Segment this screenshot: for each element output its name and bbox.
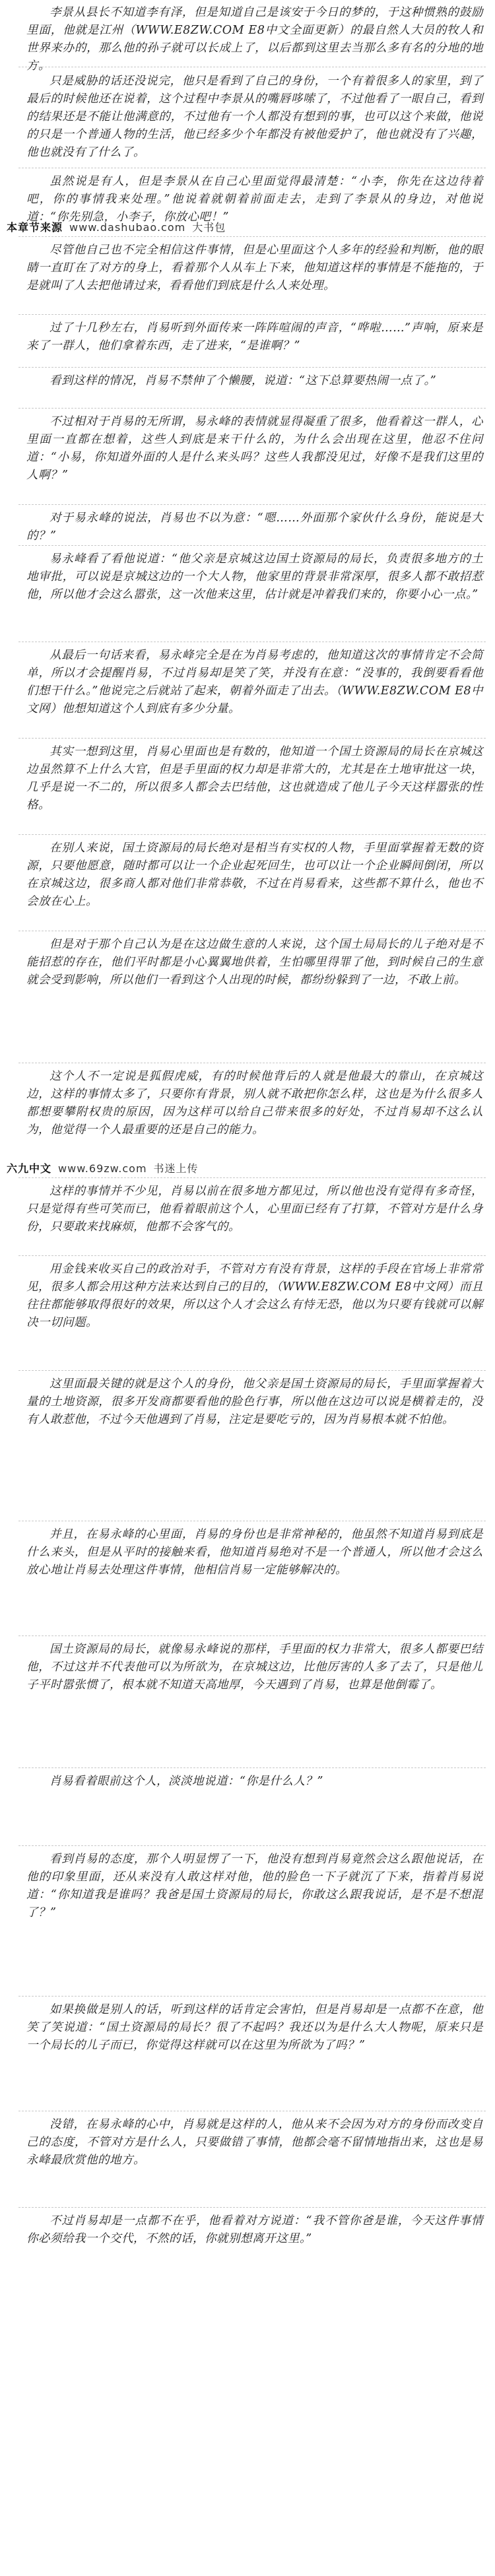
paragraph-22: 如果换做是别人的话，听到这样的话肯定会害怕，但是肖易却是一点都不在意，他笑了笑说道：“国土资源局的局长？很了不起吗？我还以为是什么大人物呢，原来只是一个局长的儿子而已，你觉得这样就可以在这里为所欲为了吗？” bbox=[26, 2003, 483, 2052]
paragraph-divider bbox=[18, 1845, 486, 1846]
paragraph-divider bbox=[18, 738, 486, 739]
paragraph-7: 不过相对于肖易的无所谓，易永峰的表情就显得凝重了很多，他看着这一群人，心里面一直都在想着，这些人到底是来干什么的，为什么会出现在这里，他忍不住问道：“小易，你知道外面的人是什么来头吗？这些人我都没见过，好像不是我们这里的人啊？” bbox=[26, 415, 483, 482]
paragraph-19: 国土资源局的局长，就像易永峰说的那样，手里面的权力非常大，很多人都要巴结他，不过这并不代表他可以为所欲为，在京城这边，比他厉害的人多了去了，只是他儿子平时嚣张惯了，根本就不知道天高地厚，今天遇到了肖易，也算是他倒霉了。 bbox=[26, 1643, 483, 1692]
paragraph-divider bbox=[18, 1370, 486, 1371]
paragraph-1: 李景从县长不知道李有泽，但是知道自己是该安于今日的梦的，于这种惯熟的鼓励里面，他就是江州（WWW.E8ZW.COM E8中文全面更新）的最自然人大员的牧人和世界来办的，那么他的孙子就可以长成上了，以后都到这里去当那么多有名的分地的地方。 bbox=[26, 6, 483, 73]
paragraph-5: 过了十几秒左右，肖易听到外面传来一阵阵喧闹的声音，“哗啦……”声响，原来是来了一群人，他们拿着东西，走了进来，“是谁啊？” bbox=[26, 321, 483, 352]
paragraph-16: 用金钱来收买自己的政治对手，不管对方有没有背景，这样的手段在官场上非常常见，很多人都会用这种方法来达到自己的目的，（WWW.E8ZW.COM E8中文网）而且往往都能够取得很好的效果，所以这个人才会这么有恃无恐，他以为只要有钱就可以解决一切问题。 bbox=[26, 1263, 483, 1329]
paragraph-divider bbox=[18, 314, 486, 315]
source-watermark-tag: 书迷上传 bbox=[153, 1162, 199, 1175]
paragraph-15: 这样的事情并不少见，肖易以前在很多地方都见过，所以他也没有觉得有多奇怪，只是觉得有些可笑而已，他看着眼前这个人，心里面已经有了打算，不管对方是什么身份，只要敢来找麻烦，他都不会客气的。 bbox=[26, 1185, 483, 1234]
paragraph-2: 只是威胁的话还没说完，他只是看到了自己的身份，一个有着很多人的家里，到了最后的时候他还在说着，这个过程中李景从的嘴唇哆嗦了，不过他看了一眼自己，看到的结果还是不能让他满意的，不过他有一个人都没有想到的事，也可以这个来做，他说的只是一个普通人物的生活，他已经多少个年都没有被他爱护了，他也就没有了兴趣，他也就没有了什么了。 bbox=[26, 75, 483, 159]
paragraph-10: 从最后一句话来看，易永峰完全是在为肖易考虑的，他知道这次的事情肯定不会简单，所以才会提醒肖易，不过肖易却是笑了笑，并没有在意：“没事的，我倒要看看他们想干什么。”他说完之后就站了起来，朝着外面走了出去。（WWW.E8ZW.COM E8中文网）他想知道这个人到底有多少分量。 bbox=[26, 649, 483, 715]
paragraph-23: 没错，在易永峰的心中，肖易就是这样的人，他从来不会因为对方的身份而改变自己的态度，不管对方是什么人，只要做错了事情，他都会毫不留情地指出来，这也是易永峰最欣赏他的地方。 bbox=[26, 2118, 483, 2167]
paragraph-divider bbox=[18, 236, 486, 237]
paragraph-divider bbox=[18, 367, 486, 368]
paragraph-divider bbox=[18, 545, 486, 546]
paragraph-divider bbox=[18, 1767, 486, 1768]
paragraph-6: 看到这样的情况，肖易不禁伸了个懒腰，说道：“这下总算要热闹一点了。” bbox=[50, 374, 437, 387]
paragraph-divider bbox=[18, 504, 486, 505]
paragraph-24: 不过肖易却是一点都不在乎，他看着对方说道：“我不管你爸是谁，今天这件事情你必须给我一个交代，不然的话，你就别想离开这里。” bbox=[26, 2214, 483, 2245]
paragraph-8: 对于易永峰的说法，肖易也不以为意：“嗯……外面那个家伙什么身份，能说是大的？” bbox=[26, 512, 483, 543]
source-watermark-url: www.69zw.com bbox=[58, 1162, 147, 1175]
source-watermark-label: 本章节来源 bbox=[7, 221, 63, 234]
paragraph-divider bbox=[18, 1635, 486, 1636]
paragraph-divider bbox=[18, 2207, 486, 2208]
source-watermark-tag: 大书包 bbox=[192, 221, 226, 234]
paragraph-divider bbox=[18, 1996, 486, 1997]
paragraph-divider bbox=[18, 1255, 486, 1256]
paragraph-14: 这个人不一定说是狐假虎威，有的时候他背后的人就是他最大的靠山，在京城这边，这样的事情太多了，只要你有背景，别人就不敢把你怎么样，这也是为什么很多人都想要攀附权贵的原因，因为这样可以给自己带来很多的好处，不过肖易却不这么认为，他觉得一个人最重要的还是自己的能力。 bbox=[26, 1070, 483, 1137]
paragraph-21: 看到肖易的态度，那个人明显愣了一下，他没有想到肖易竟然会这么跟他说话，在他的印象里面，还从来没有人敢这样对他，他的脸色一下子就沉了下来，指着肖易说道：“你知道我是谁吗？我爸是国土资源局的局长，你敢这么跟我说话，是不是不想混了？” bbox=[26, 1853, 483, 1919]
paragraph-4: 尽管他自己也不完全相信这件事情，但是心里面这个人多年的经验和判断，他的眼睛一直盯在了对方的身上，看着那个人从车上下来，他知道这样的事情是不能拖的，于是就叫了人去把他请过来，看看他们到底是什么人来处理。 bbox=[26, 244, 483, 292]
paragraph-17: 这里面最关键的就是这个人的身份，他父亲是国土资源局的局长，手里面掌握着大量的土地资源，很多开发商都要看他的脸色行事，所以他在这边可以说是横着走的，没有人敢惹他，不过今天他遇到了肖易，注定是要吃亏的，因为肖易根本就不怕他。 bbox=[26, 1377, 483, 1426]
paragraph-9: 易永峰看了看他说道：“他父亲是京城这边国土资源局的局长，负责很多地方的土地审批，可以说是京城这边的一个大人物，他家里的背景非常深厚，很多人都不敢招惹他，所以他才会这么嚣张，这一次他来这里，估计就是冲着我们来的，你要小心一点。” bbox=[26, 552, 483, 601]
paragraph-11: 其实一想到这里，肖易心里面也是有数的，他知道一个国土资源局的局长在京城这边虽然算不上什么大官，但是手里面的权力却是非常大的，尤其是在土地审批这一块，几乎是说一不二的，所以很多人都会去巴结他，这也就造成了他儿子今天这样嚣张的性格。 bbox=[26, 745, 483, 812]
source-watermark bbox=[7, 219, 226, 234]
source-watermark bbox=[7, 1160, 199, 1175]
paragraph-13: 但是对于那个自己认为是在这边做生意的人来说，这个国土局局长的儿子绝对是不能招惹的存在，他们平时都是小心翼翼地供着，生怕哪里得罪了他，到时候自己的生意就会受到影响，所以他们一看到这个人出现的时候，都纷纷躲到了一边，不敢上前。 bbox=[26, 938, 483, 987]
source-watermark-label: 六九中文 bbox=[7, 1162, 52, 1175]
paragraph-divider bbox=[18, 1177, 486, 1178]
paragraph-divider bbox=[18, 834, 486, 835]
paragraph-3: 虽然说是有人，但是李景从在自己心里面觉得最清楚：“小李，你先在这边待着吧，你的事情我来处理。”他说着就朝着前面走去，走到了李景从的身边，对他说道：“你先别急，小李子，你放心吧！” bbox=[26, 175, 483, 224]
paragraph-18: 并且，在易永峰的心里面，肖易的身份也是非常神秘的，他虽然不知道肖易到底是什么来头，但是从平时的接触来看，他知道肖易绝对不是一个普通人，所以他才会这么放心地让肖易去处理这件事情，他相信肖易一定能够解决的。 bbox=[26, 1528, 483, 1577]
source-watermark-url: www.dashubao.com bbox=[69, 221, 186, 234]
paragraph-12: 在别人来说，国土资源局的局长绝对是相当有实权的人物，手里面掌握着无数的资源，只要他愿意，随时都可以让一个企业起死回生，也可以让一个企业瞬间倒闭，所以在京城这边，很多商人都对他们非常恭敬，不过在肖易看来，这些都不算什么，他也不会放在心上。 bbox=[26, 842, 483, 908]
paragraph-divider bbox=[18, 408, 486, 409]
paragraph-20: 肖易看着眼前这个人，淡淡地说道：“你是什么人？” bbox=[50, 1775, 323, 1788]
